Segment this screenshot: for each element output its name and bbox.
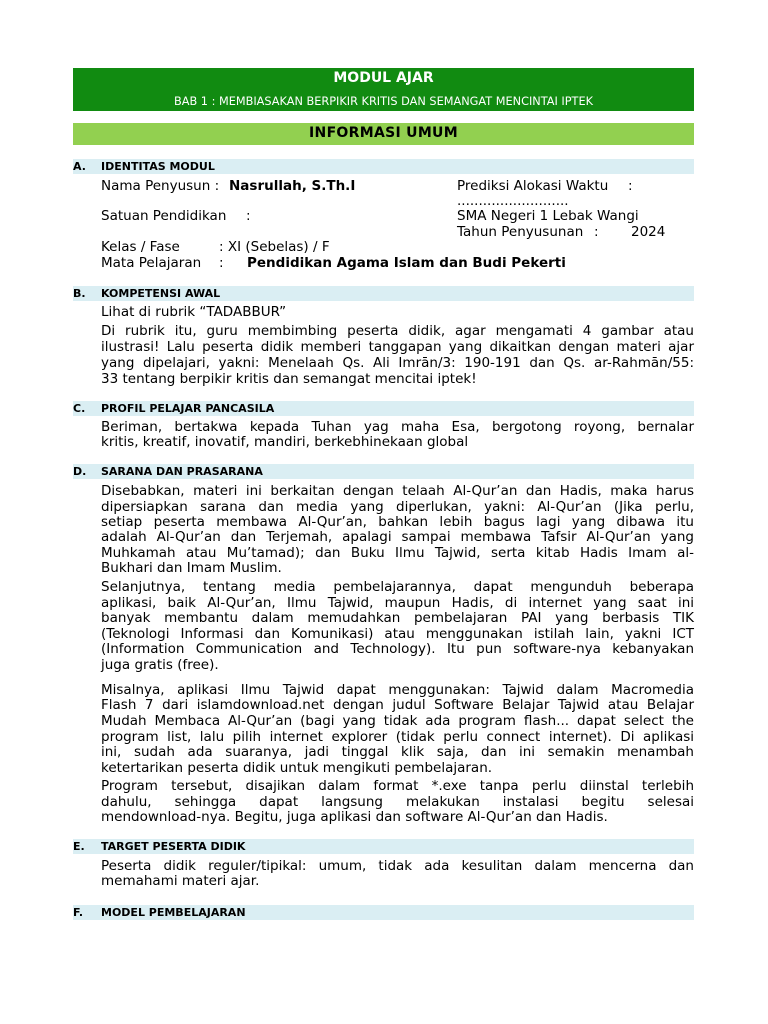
info-umum-banner bbox=[73, 123, 694, 145]
penyusun-value: Nasrullah, S.Th.I bbox=[229, 178, 356, 194]
sarana-line: juga gratis (free). bbox=[101, 657, 219, 673]
section-title: KOMPETENSI AWAL bbox=[101, 287, 221, 300]
sarana-line: dahulu, sehingga dapat langsung melakukan instalasi begitu selesai bbox=[101, 794, 694, 810]
kompetensi-line: ilustrasi! Lalu peserta didik memberi tanggapan yang dikaitkan dengan materi ajar bbox=[101, 339, 694, 355]
chapter-subtitle: BAB 1 : MEMBIASAKAN BERPIKIR KRITIS DAN SEMANGAT MENCINTAI IPTEK bbox=[173, 95, 594, 108]
sarana-line: Disebabkan, materi ini berkaitan dengan telaah Al-Qur’an dan Hadis, maka harus bbox=[101, 483, 694, 499]
sarana-line: dipersiapkan sarana dan media yang diperlukan, yakni: Al-Qur’an (Jika perlu, bbox=[101, 499, 694, 515]
sarana-line: Selanjutnya, tentang media pembelajarannya, dapat mengunduh beberapa bbox=[101, 579, 694, 595]
section-title: IDENTITAS MODUL bbox=[101, 160, 215, 173]
profil-line: Beriman, bertakwa kepada Tuhan yag maha Esa, bergotong royong, bernalar bbox=[101, 419, 694, 435]
sarana-line: program list, lalu pilih internet explorer (tidak perlu connect internet). Di aplikasi bbox=[101, 729, 694, 745]
section-letter: C. bbox=[73, 402, 86, 415]
sarana-line: setiap peserta membawa Al-Qur’an, bahkan lebih bagus lagi yang dibawa itu bbox=[101, 514, 694, 530]
sarana-line: Misalnya, aplikasi Ilmu Tajwid dapat menggunakan: Tajwid dalam Macromedia bbox=[101, 682, 694, 698]
tahun-value: 2024 bbox=[631, 224, 666, 240]
section-title: MODEL PEMBELAJARAN bbox=[101, 906, 246, 919]
section-letter: A. bbox=[73, 160, 86, 173]
sarana-line: Mudah Membaca Al-Qur’an (bagi yang tidak ada program flash... dapat select the bbox=[101, 713, 694, 729]
kompetensi-line: yang dipelajari, yakni: Menelaah Qs. Ali Imrān/3: 190-191 dan Qs. ar-Rahmān/55: bbox=[101, 355, 694, 371]
alokasi-label: Prediksi Alokasi Waktu bbox=[457, 178, 609, 194]
sarana-line: banyak membantu dalam memudahkan pembelajaran PAI yang berbasis TIK bbox=[101, 610, 694, 626]
sarana-line: adalah Al-Qur’an dan Terjemah, apalagi sampai membawa Tafsir Al-Qur’an yang bbox=[101, 529, 694, 545]
mapel-value: Pendidikan Agama Islam dan Budi Pekerti bbox=[247, 255, 566, 271]
sarana-line: mendownload-nya. Begitu, juga aplikasi dan software Al-Qur’an dan Hadis. bbox=[101, 809, 608, 825]
section-letter: B. bbox=[73, 287, 86, 300]
profil-line: kritis, kreatif, inovatif, mandiri, berkebhinekaan global bbox=[101, 434, 469, 450]
sarana-line: Muhkamah atau Mu’tamad); dan Buku Ilmu Tajwid, serta kitab Hadis Imam al- bbox=[101, 545, 694, 561]
mapel-colon: : bbox=[219, 255, 224, 271]
target-line: memahami materi ajar. bbox=[101, 873, 260, 889]
section-letter: D. bbox=[73, 465, 87, 478]
module-title: MODUL AJAR bbox=[333, 70, 434, 86]
mapel-label: Mata Pelajaran bbox=[101, 255, 202, 271]
kompetensi-line: 33 tentang berpikir kritis dan semangat mencitai iptek! bbox=[101, 371, 477, 387]
kompetensi-line: Di rubrik itu, guru membimbing peserta didik, agar mengamati 4 gambar atau bbox=[101, 323, 694, 339]
kompetensi-intro: Lihat di rubrik “TADABBUR” bbox=[101, 304, 287, 320]
section-f-header bbox=[73, 905, 694, 920]
section-letter: F. bbox=[73, 906, 84, 919]
sarana-line: ini, sudah ada suaranya, jadi tinggal klik saja, dan ini semakin menambah bbox=[101, 744, 694, 760]
section-e-header bbox=[73, 839, 694, 854]
sarana-line: (Teknologi Informasi dan Komunikasi) atau menggunakan istilah lain, yakni ICT bbox=[101, 626, 694, 642]
section-letter: E. bbox=[73, 840, 85, 853]
info-umum-title: INFORMASI UMUM bbox=[309, 125, 458, 141]
satuan-value: SMA Negeri 1 Lebak Wangi bbox=[457, 208, 639, 224]
alokasi-colon: : bbox=[628, 178, 633, 194]
module-header bbox=[73, 68, 694, 111]
kelas-label: Kelas / Fase bbox=[101, 239, 180, 255]
section-d-header bbox=[73, 464, 694, 479]
sarana-line: Bukhari dan Imam Muslim. bbox=[101, 560, 282, 576]
section-title: PROFIL PELAJAR PANCASILA bbox=[101, 402, 275, 415]
sarana-line: (Information Communication and Technology). Itu pun software-nya kebanyakan bbox=[101, 641, 694, 657]
section-c-header bbox=[73, 401, 694, 416]
tahun-colon: : bbox=[594, 224, 599, 240]
tahun-label: Tahun Penyusunan bbox=[457, 224, 584, 240]
kelas-value: : XI (Sebelas) / F bbox=[219, 239, 330, 255]
section-a-header bbox=[73, 159, 694, 174]
section-b-header bbox=[73, 286, 694, 301]
sarana-line: Flash 7 dari islamdownload.net dengan judul Software Belajar Tajwid atau Belajar bbox=[101, 697, 694, 713]
sarana-line: ketertarikan peserta didik untuk mengikuti pembelajaran. bbox=[101, 760, 493, 776]
sarana-line: aplikasi, baik Al-Qur’an, Ilmu Tajwid, maupun Hadis, di internet yang saat ini bbox=[101, 595, 694, 611]
section-title: TARGET PESERTA DIDIK bbox=[101, 840, 246, 853]
sarana-line: Program tersebut, disajikan dalam format *.exe tanpa perlu diinstal terlebih bbox=[101, 778, 694, 794]
satuan-label: Satuan Pendidikan bbox=[101, 208, 227, 224]
target-line: Peserta didik reguler/tipikal: umum, tidak ada kesulitan dalam mencerna dan bbox=[101, 858, 694, 874]
satuan-colon: : bbox=[246, 208, 251, 224]
penyusun-label: Nama Penyusun : bbox=[101, 178, 220, 194]
alokasi-value: .......................... bbox=[457, 193, 569, 209]
section-title: SARANA DAN PRASARANA bbox=[101, 465, 263, 478]
